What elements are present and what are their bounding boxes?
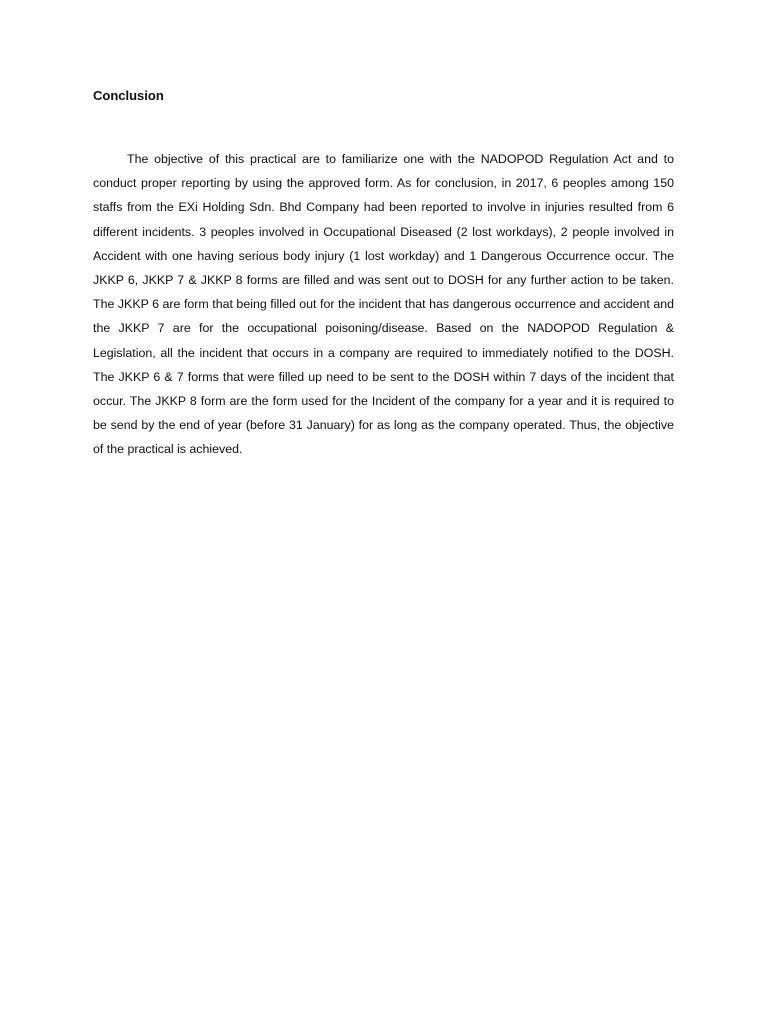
section-heading: Conclusion xyxy=(93,88,164,103)
conclusion-paragraph: The objective of this practical are to familiarize one with the NADOPOD Regulation Act and to conduct proper reporting by using the approved form. As for conclusion, in 2017, 6 peoples among 150 staffs from the EXi Holding Sdn. Bhd Company had been reported to involve in injuries resulted from 6 different incidents. 3 peoples involved in Occupational Diseased (2 lost workdays), 2 people involved in Accident with one having serious body injury (1 lost workday) and 1 Dangerous Occurrence occur. The JKKP 6, JKKP 7 & JKKP 8 forms are filled and was sent out to DOSH for any further action to be taken. The JKKP 6 are form that being filled out for the incident that has dangerous occurrence and accident and the JKKP 7 are for the occupational poisoning/disease. Based on the NADOPOD Regulation & Legislation, all the incident that occurs in a company are required to immediately notified to the DOSH. The JKKP 6 & 7 forms that were filled up need to be sent to the DOSH within 7 days of the incident that occur. The JKKP 8 form are the form used for the Incident of the company for a year and it is required to be send by the end of year (before 31 January) for as long as the company operated. Thus, the objective of the practical is achieved. xyxy=(93,152,674,457)
